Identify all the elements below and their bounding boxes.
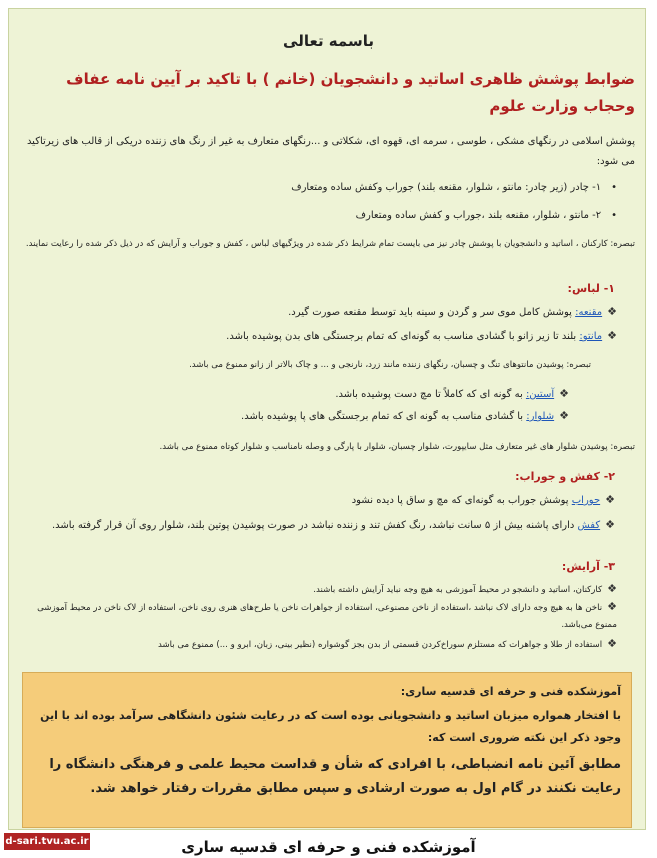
item-key: مقنعه: [575,307,603,318]
item-text: پوشش کامل موی سر و گردن و سینه باید توسط مقنعه صورت گیرد. [288,307,576,318]
section-clothing-title: ۱- لباس: [567,282,615,295]
makeup-item-3 [18,635,617,654]
section-makeup-title: ۳- آرایش: [561,560,615,573]
item-shoes [18,514,615,537]
item-maghnae [18,302,617,323]
diamond-bullet-icon: ❖ [607,600,617,613]
item-text: پوشش جوراب به گونه‌ای که مچ و ساق پا دیده نشود [351,495,572,506]
note-manto: تبصره: پوشیدن مانتوهای تنگ و چسبان، رنگهای زننده مانند زرد، نارنجی و ... و چاک بالاتر از زانو ممنوع می باشد. [189,360,591,370]
diamond-bullet-icon: ❖ [605,518,615,531]
item-socks [18,490,615,511]
option-1 [18,178,617,198]
makeup-text: ناخن ها به هیچ وجه دارای لاک نباشد ،استفاده از ناخن مصنوعی، استفاده از جواهرات ناخن یا طرح‌های هنری روی ناخن، استفاده از لاک ناخن در محیط آموزشی ممنوع می‌باشد. [37,603,617,630]
item-text: با گشادی مناسب به گونه ای که تمام برجستگی های پا پوشیده باشد. [241,411,527,422]
diamond-bullet-icon: ❖ [605,493,615,506]
section-shoes-title: ۲- کفش و جوراب: [515,470,615,483]
note-pants: تبصره: پوشیدن شلوار های غیر متعارف مثل سایپورت، شلوار چسبان، شلوار با پارگی و وصله نامناسب و شلوار کوتاه ممنوع می باشد. [159,442,635,452]
diamond-bullet-icon: ❖ [607,637,617,650]
notice-title: آموزشکده فنی و حرفه ای قدسیه ساری: [400,685,621,698]
makeup-item-2 [18,598,617,634]
diamond-bullet-icon: ❖ [559,409,569,422]
item-key: کفش [577,520,601,531]
makeup-item-1 [18,580,617,599]
item-key: جوراب [571,495,601,506]
item-sleeve [18,384,569,405]
makeup-text: کارکنان، اساتید و دانشجو در محیط آموزشی به هیچ وجه نباید آرایش داشته باشند. [313,585,603,595]
page-title: باسمه تعالی [283,32,374,50]
option-text: ۱- چادر (زیر چادر: مانتو ، شلوار، مقنعه بلند) جوراب وکفش ساده ومتعارف [291,182,602,193]
item-text: بلند تا زیر زانو با گشادی مناسب به گونه‌ای که تمام برجستگی های بدن پوشیده باشد. [226,331,580,342]
item-key: مانتو: [579,331,603,342]
option-2 [18,206,617,226]
diamond-bullet-icon: ❖ [559,387,569,400]
footer-institute-name: آموزشکده فنی و حرفه ای قدسیه ساری [181,838,476,856]
intro-paragraph: پوشش اسلامی در رنگهای مشکی ، طوسی ، سرمه ای، قهوه ای، شکلاتی و ...رنگهای متعارف به غیر از رنگ های زننده دریکی از قالب های زیرتاکید می شود: [26,136,635,167]
diamond-bullet-icon: ❖ [607,582,617,595]
makeup-text: استفاده از طلا و جواهرات که مستلزم سوراخ‌کردن قسمتی از بدن بجز گوشواره (نظیر بینی، زبان، ابرو و ...) ممنوع می باشد [157,640,603,650]
notice-rule: مطابق آئین نامه انضباطی، با افرادی که شأن و قداست محیط علمی و فرهنگی دانشگاه را رعایت نکنند در گام اول به صورت ارشادی و سپس مطابق مقررات رفتار خواهد شد. [49,757,621,796]
document-heading: ضوابط پوشش ظاهری اساتید و دانشجویان (خانم ) با تاکید بر آیین نامه عفاف وحجاب وزارت علوم [66,70,635,115]
item-text: دارای پاشنه بیش از ۵ سانت نباشد، رنگ کفش تند و زننده نباشد در صورت پوشیدن پوتین بلند، شلوار روی آن قرار گرفته باشد. [52,520,578,531]
bullet-dot: • [611,182,617,193]
item-text: به گونه ای که کاملاً تا مچ دست پوشیده باشد. [335,389,526,400]
item-key: آستین: [525,389,555,400]
note-chador: تبصره: کارکنان ، اساتید و دانشجویان با پوشش چادر نیز می بایست تمام شرایط ذکر شده در ویژگیهای لباس ، کفش و جوراب و آرایش که در ذیل ذکر شده را رعایت نمایند. [25,239,635,249]
institute-notice-box [22,672,632,828]
item-manto [18,326,617,347]
option-text: ۲- مانتو ، شلوار، مقنعه بلند ،جوراب و کفش ساده ومتعارف [355,210,602,221]
diamond-bullet-icon: ❖ [607,305,617,318]
item-pants [18,406,569,427]
bullet-dot: • [611,210,617,221]
notice-body: با افتخار همواره میزبان اساتید و دانشجویانی بوده است که در رعایت شئون دانشگاهی سرآمد بوده اند با این وجود ذکر این نکته ضروری است که: [40,709,621,744]
site-logo-link[interactable]: d-sari.tvu.ac.ir [4,833,90,850]
item-key: شلوار: [526,411,555,422]
diamond-bullet-icon: ❖ [607,329,617,342]
